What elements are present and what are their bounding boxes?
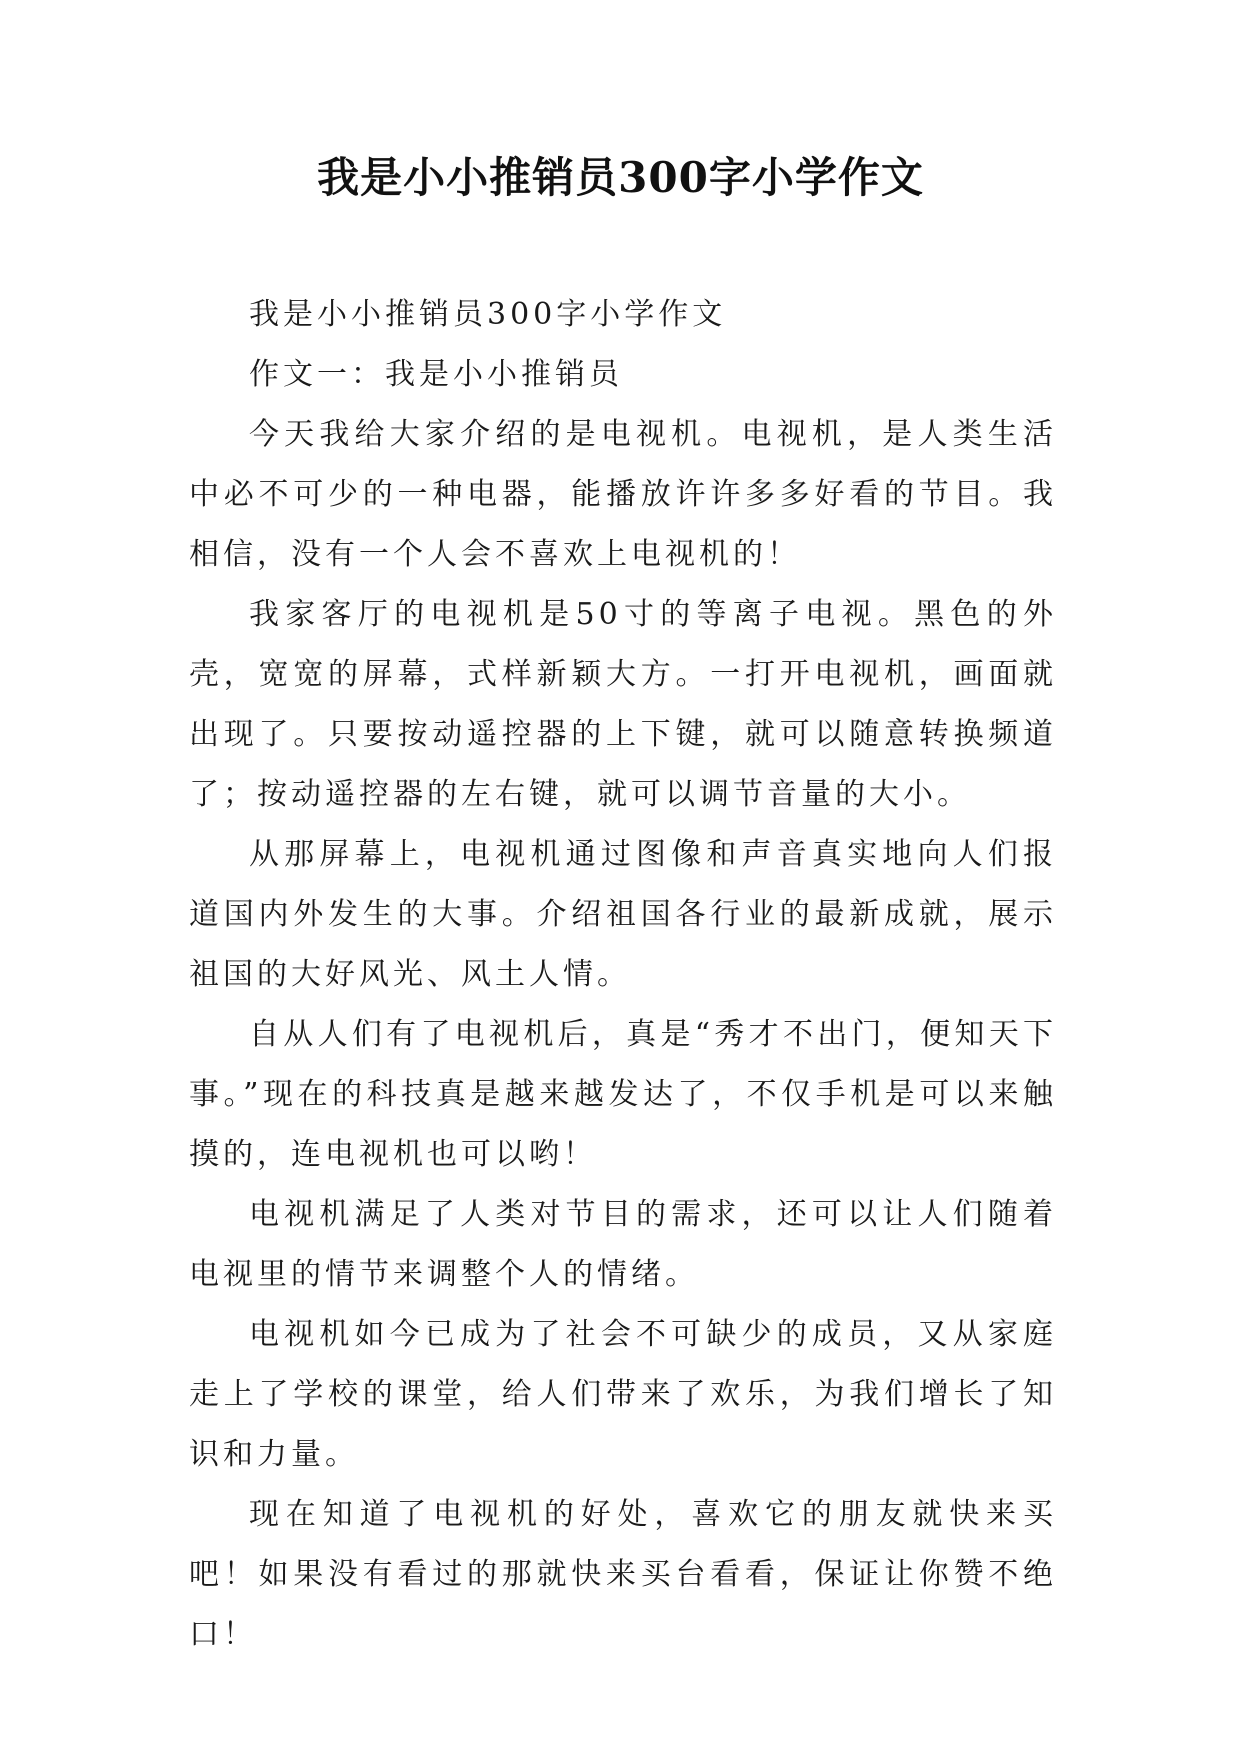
document-title: 我是小小推销员300字小学作文	[317, 153, 924, 202]
paragraph-essay-heading: 作文一：我是小小推销员	[249, 357, 623, 392]
paragraph: 从那屏幕上，电视机通过图像和声音真实地向人们报道国内外发生的大事。介绍祖国各行业的最新成就，展示祖国的大好风光、风土人情。	[189, 837, 1057, 992]
paragraph: 现在知道了电视机的好处，喜欢它的朋友就快来买吧！如果没有看过的那就快来买台看看，保证让你赞不绝口！	[189, 1497, 1057, 1652]
paragraph: 今天我给大家介绍的是电视机。电视机，是人类生活中必不可少的一种电器，能播放许许多多好看的节目。我相信，没有一个人会不喜欢上电视机的！	[189, 417, 1057, 572]
paragraph: 我家客厅的电视机是50寸的等离子电视。黑色的外壳，宽宽的屏幕，式样新颖大方。一打开电视机，画面就出现了。只要按动遥控器的上下键，就可以随意转换频道了；按动遥控器的左右键，就可以调节音量的大小。	[189, 597, 1057, 812]
paragraph-subtitle: 我是小小推销员300字小学作文	[249, 297, 727, 332]
paragraph: 电视机满足了人类对节目的需求，还可以让人们随着电视里的情节来调整个人的情绪。	[189, 1197, 1057, 1292]
paragraph: 自从人们有了电视机后，真是“秀才不出门，便知天下事。”现在的科技真是越来越发达了，不仅手机是可以来触摸的，连电视机也可以哟！	[189, 1017, 1057, 1172]
document-body	[189, 285, 1057, 1665]
paragraph: 电视机如今已成为了社会不可缺少的成员，又从家庭走上了学校的课堂，给人们带来了欢乐，为我们增长了知识和力量。	[189, 1317, 1057, 1472]
